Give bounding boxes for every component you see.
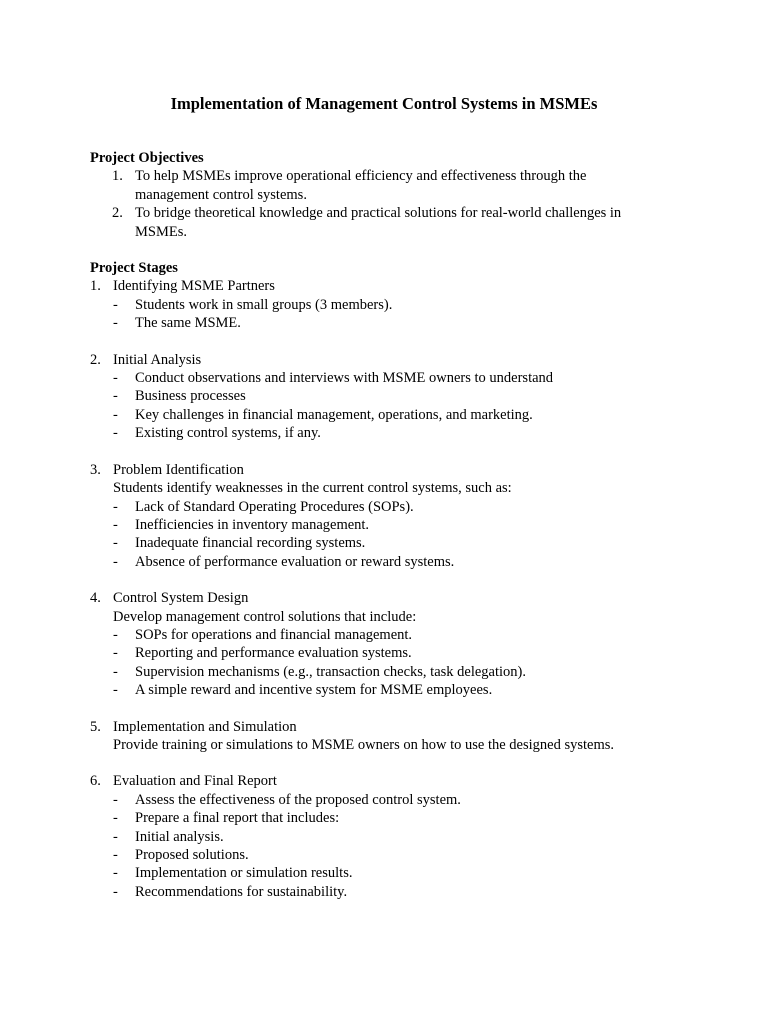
- bullet-item: [90, 644, 650, 662]
- stage-intro: Provide training or simulations to MSME owners on how to use the designed systems.: [113, 736, 615, 753]
- bullet-item: [90, 846, 650, 864]
- stage-number: 4.: [90, 590, 101, 607]
- bullet-dash: -: [113, 516, 118, 533]
- stage-number: 6.: [90, 773, 101, 790]
- bullet-dash: -: [113, 498, 118, 515]
- stage-title: Problem Identification: [113, 461, 244, 478]
- stage-number: 5.: [90, 718, 101, 735]
- stage-block: [90, 461, 650, 571]
- objectives-list: [90, 167, 650, 241]
- bullet-item: [90, 406, 650, 424]
- bullet-text: Reporting and performance evaluation systems.: [135, 645, 412, 662]
- bullet-item: [90, 369, 650, 387]
- stage-title: Control System Design: [113, 590, 249, 607]
- stage-block: [90, 718, 650, 755]
- bullet-item: [90, 498, 650, 516]
- objective-item: [90, 167, 650, 204]
- bullet-text: Conduct observations and interviews with MSME owners to understand: [135, 370, 554, 387]
- bullet-item: [90, 791, 650, 809]
- bullet-item: [90, 534, 650, 552]
- bullet-text: Inadequate financial recording systems.: [135, 535, 366, 552]
- bullet-dash: -: [113, 388, 118, 405]
- bullet-dash: -: [113, 626, 118, 643]
- stage-title: Implementation and Simulation: [113, 718, 297, 735]
- document-title: Implementation of Management Control Systems in MSMEs: [170, 94, 598, 113]
- bullet-dash: -: [113, 553, 118, 570]
- bullet-text: Recommendations for sustainability.: [135, 883, 348, 900]
- stage-title-row: [90, 772, 650, 790]
- bullet-dash: -: [113, 425, 118, 442]
- spacer: [90, 241, 650, 259]
- bullet-dash: -: [113, 370, 118, 387]
- spacer: [90, 571, 650, 589]
- bullet-text: Prepare a final report that includes:: [135, 810, 340, 827]
- bullet-text: A simple reward and incentive system for MSME employees.: [135, 682, 493, 699]
- stage-block: [90, 277, 650, 332]
- bullet-text: Lack of Standard Operating Procedures (SOPs).: [135, 498, 414, 515]
- stage-title: Initial Analysis: [113, 351, 202, 368]
- bullet-dash: -: [113, 535, 118, 552]
- bullet-text: Absence of performance evaluation or reward systems.: [135, 553, 455, 570]
- bullet-dash: -: [113, 810, 118, 827]
- stage-title-row: [90, 718, 650, 736]
- objectives-heading: Project Objectives: [90, 150, 204, 166]
- stage-title-row: [90, 589, 650, 607]
- bullet-text: Proposed solutions.: [135, 847, 249, 863]
- bullet-dash: -: [113, 828, 118, 845]
- bullet-item: [90, 553, 650, 571]
- bullet-text: The same MSME.: [135, 315, 241, 332]
- bullet-dash: -: [113, 406, 118, 423]
- bullet-item: [90, 424, 650, 442]
- document-body: [90, 149, 650, 901]
- stage-block: [90, 589, 650, 699]
- bullet-text: Implementation or simulation results.: [135, 865, 353, 882]
- bullet-item: [90, 828, 650, 846]
- bullet-item: [90, 626, 650, 644]
- spacer: [90, 443, 650, 461]
- bullet-text: Inefficiencies in inventory management.: [135, 516, 370, 533]
- bullet-dash: -: [113, 682, 118, 699]
- bullet-item: [90, 663, 650, 681]
- stage-block: [90, 351, 650, 443]
- bullet-text: Business processes: [135, 388, 246, 405]
- stage-number: 2.: [90, 351, 101, 368]
- bullet-item: [90, 883, 650, 901]
- bullet-text: Existing control systems, if any.: [135, 425, 321, 442]
- bullet-dash: -: [113, 315, 118, 332]
- bullet-item: [90, 296, 650, 314]
- bullet-item: [90, 314, 650, 332]
- bullet-text: Supervision mechanisms (e.g., transaction checks, task delegation).: [135, 663, 526, 680]
- objective-number: 1.: [112, 168, 123, 185]
- stage-block: [90, 772, 650, 901]
- objective-item: [90, 204, 650, 241]
- spacer: [90, 754, 650, 772]
- bullet-dash: -: [113, 847, 118, 863]
- bullet-item: [90, 387, 650, 405]
- stages-heading: Project Stages: [90, 260, 178, 277]
- bullet-item: [90, 864, 650, 882]
- bullet-dash: -: [113, 645, 118, 662]
- bullet-dash: -: [113, 865, 118, 882]
- stage-intro: Develop management control solutions that include:: [113, 608, 417, 625]
- bullet-text: Students work in small groups (3 members).: [135, 296, 393, 313]
- bullet-item: [90, 809, 650, 827]
- bullet-text: Key challenges in financial management, operations, and marketing.: [135, 406, 533, 423]
- stage-intro: Students identify weaknesses in the current control systems, such as:: [113, 480, 512, 497]
- bullet-dash: -: [113, 663, 118, 680]
- bullet-dash: -: [113, 883, 118, 900]
- stage-title-row: [90, 277, 650, 295]
- stage-title: Evaluation and Final Report: [113, 773, 277, 790]
- bullet-text: SOPs for operations and financial management.: [135, 626, 413, 643]
- stage-title-row: [90, 461, 650, 479]
- spacer: [90, 333, 650, 351]
- bullet-item: [90, 516, 650, 534]
- stage-number: 3.: [90, 461, 101, 478]
- bullet-text: Initial analysis.: [135, 828, 224, 845]
- bullet-dash: -: [113, 296, 118, 313]
- spacer: [90, 700, 650, 718]
- bullet-dash: -: [113, 791, 118, 808]
- objective-text: To help MSMEs improve operational efficiency and effectiveness through the management control systems.: [135, 168, 587, 203]
- objective-text: To bridge theoretical knowledge and practical solutions for real-world challenges in MSMEs.: [135, 205, 622, 240]
- stages-list: [90, 277, 650, 901]
- bullet-item: [90, 681, 650, 699]
- objective-number: 2.: [112, 205, 123, 222]
- stage-title-row: [90, 351, 650, 369]
- bullet-text: Assess the effectiveness of the proposed control system.: [135, 791, 461, 808]
- stage-title: Identifying MSME Partners: [113, 278, 275, 295]
- stage-number: 1.: [90, 278, 101, 295]
